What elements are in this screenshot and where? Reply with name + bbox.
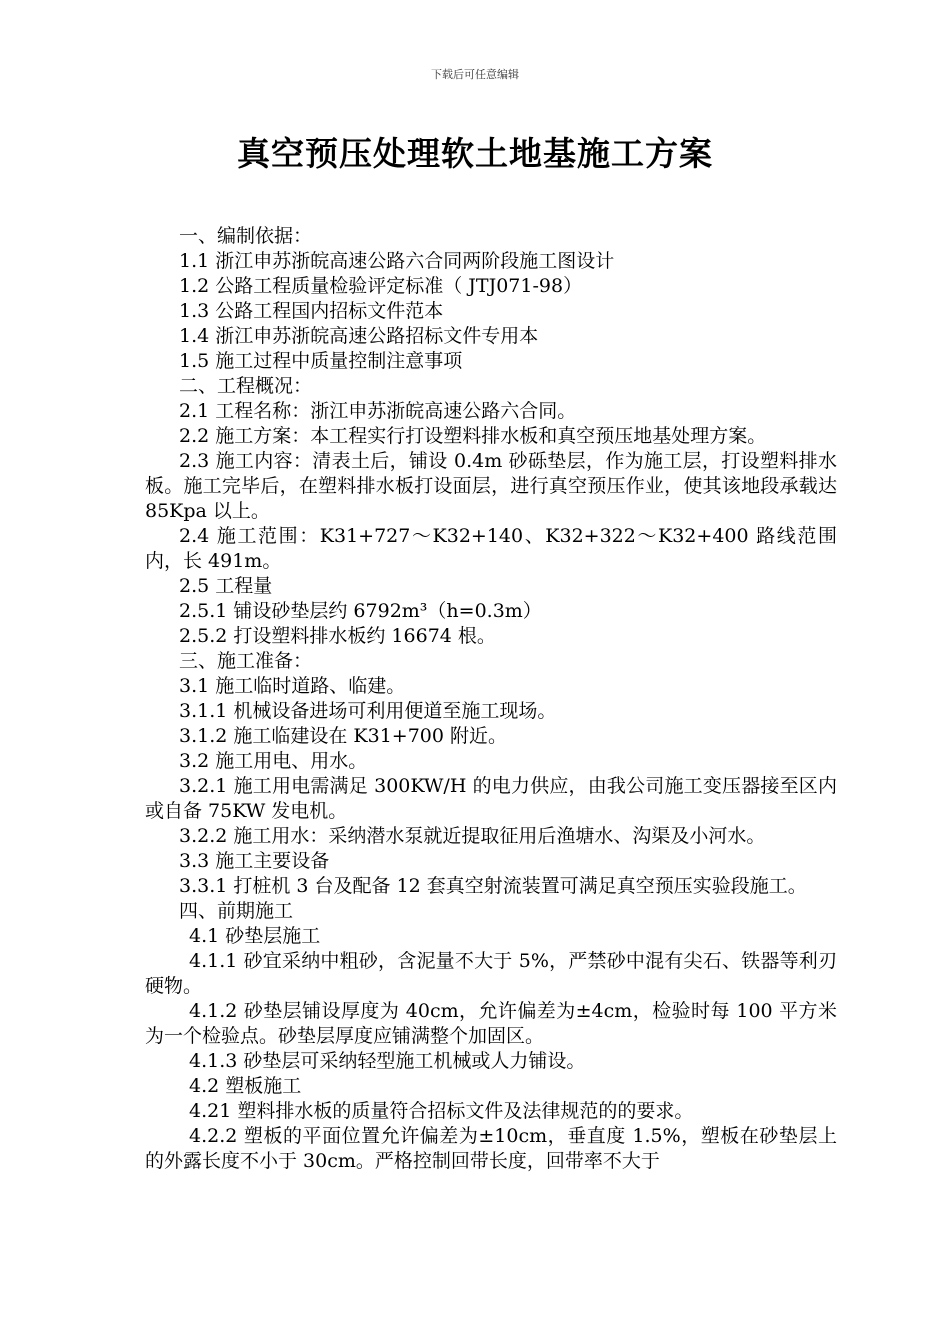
paragraph: 1.1 浙江申苏浙皖高速公路六合同两阶段施工图设计 xyxy=(179,250,615,272)
paragraph: 3.1 施工临时道路、临建。 xyxy=(179,675,406,697)
section-heading: 一、编制依据： xyxy=(179,225,313,247)
paragraph: 3.3.1 打桩机 3 台及配备 12 套真空射流装置可满足真空预压实验段施工。 xyxy=(179,875,807,897)
document-title: 真空预压处理软土地基施工方案 xyxy=(237,134,713,173)
paragraph: 4.1.3 砂垫层可采纳轻型施工机械或人力铺设。 xyxy=(189,1050,586,1072)
paragraph: 2.2 施工方案：本工程实行打设塑料排水板和真空预压地基处理方案。 xyxy=(179,425,767,447)
paragraph: 3.2.2 施工用水：采纳潜水泵就近提取征用后渔塘水、沟渠及小河水。 xyxy=(179,825,766,847)
paragraph: 1.2 公路工程质量检验评定标准（ JTJ071-98） xyxy=(179,275,583,297)
paragraph: 2.4 施工范围：K31+727～K32+140、K32+322～K32+400 路线范围内，长 491m。 xyxy=(145,525,837,572)
paragraph: 4.2 塑板施工 xyxy=(189,1075,302,1097)
paragraph: 2.3 施工内容：清表土后，铺设 0.4m 砂砾垫层，作为施工层，打设塑料排水板。施工完毕后，在塑料排水板打设面层，进行真空预压作业，使其该地段承载达 85Kpa 以上。 xyxy=(145,450,837,522)
paragraph: 2.5.1 铺设砂垫层约 6792m³（h=0.3m） xyxy=(179,600,542,622)
section-heading: 三、施工准备： xyxy=(179,650,313,672)
paragraph: 1.5 施工过程中质量控制注意事项 xyxy=(179,350,463,372)
document-body xyxy=(145,224,837,1174)
paragraph: 3.2.1 施工用电需满足 300KW/H 的电力供应，由我公司施工变压器接至区内或自备 75KW 发电机。 xyxy=(145,775,837,822)
paragraph: 4.1 砂垫层施工 xyxy=(189,925,321,947)
section-heading: 四、前期施工 xyxy=(179,900,294,922)
paragraph: 3.2 施工用电、用水。 xyxy=(179,750,368,772)
paragraph: 4.21 塑料排水板的质量符合招标文件及法律规范的的要求。 xyxy=(189,1100,694,1122)
paragraph: 3.1.2 施工临建设在 K31+700 附近。 xyxy=(179,725,508,747)
section-heading: 二、工程概况： xyxy=(179,375,313,397)
paragraph: 1.3 公路工程国内招标文件范本 xyxy=(179,300,444,322)
paragraph: 4.1.2 砂垫层铺设厚度为 40cm，允许偏差为±4cm，检验时每 100 平方米为一个检验点。砂垫层厚度应铺满整个加固区。 xyxy=(145,1000,837,1047)
paragraph: 3.1.1 机械设备进场可利用便道至施工现场。 xyxy=(179,700,557,722)
paragraph: 3.3 施工主要设备 xyxy=(179,850,330,872)
paragraph: 4.1.1 砂宜采纳中粗砂，含泥量不大于 5%，严禁砂中混有尖石、铁器等利刃硬物。 xyxy=(145,950,837,997)
paragraph: 1.4 浙江申苏浙皖高速公路招标文件专用本 xyxy=(179,325,539,347)
paragraph: 4.2.2 塑板的平面位置允许偏差为±10cm，垂直度 1.5%，塑板在砂垫层上的外露长度不小于 30cm。严格控制回带长度，回带率不大于 xyxy=(145,1125,837,1172)
page-header: 下载后可任意编辑 xyxy=(431,68,519,81)
paragraph: 2.1 工程名称：浙江申苏浙皖高速公路六合同。 xyxy=(179,400,577,422)
paragraph: 2.5.2 打设塑料排水板约 16674 根。 xyxy=(179,625,496,647)
paragraph: 2.5 工程量 xyxy=(179,575,273,597)
